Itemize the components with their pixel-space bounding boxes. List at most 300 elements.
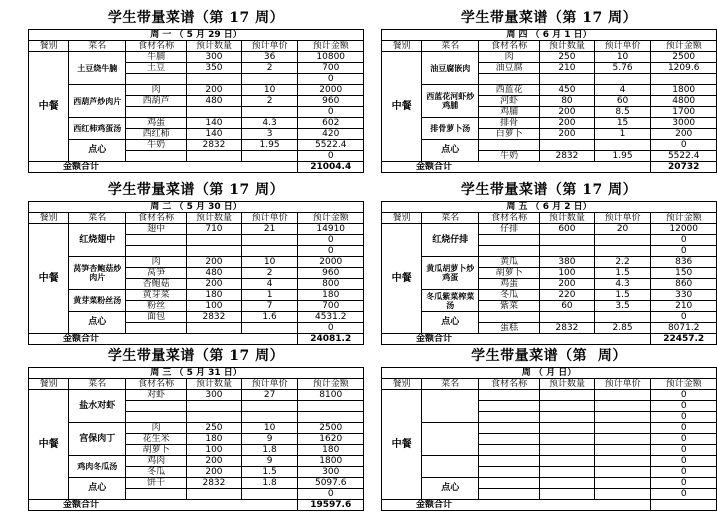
menu-table [381, 29, 717, 173]
table-row [382, 390, 717, 401]
planned-amount: 860 [651, 279, 717, 290]
planned-amount: 2500 [298, 423, 364, 434]
total-amount: 22457.2 [651, 334, 717, 345]
dish-name: 莴笋杏鲍菇炒肉片 [69, 257, 126, 290]
dish-name: 油豆腐嵌肉 [422, 52, 479, 85]
planned-unit-price: 10 [594, 52, 651, 63]
planned-amount: 800 [298, 279, 364, 290]
planned-quantity [187, 489, 242, 500]
table-row [382, 456, 717, 467]
column-header: 预计单价 [241, 379, 298, 390]
ingredient-name: 对虾 [126, 390, 187, 401]
planned-unit-price [241, 412, 298, 423]
table-row [382, 52, 717, 63]
column-header: 菜名 [422, 41, 479, 52]
ingredient-name: 西红柿 [126, 129, 187, 140]
planned-quantity: 60 [540, 301, 595, 312]
ingredient-name: 鸡脯 [479, 107, 540, 118]
menu-title: 学生带量菜谱（第 17 周） [460, 182, 638, 198]
ingredient-name [126, 246, 187, 257]
planned-unit-price: 2 [241, 268, 298, 279]
planned-quantity: 140 [187, 129, 242, 140]
planned-unit-price [241, 323, 298, 334]
planned-quantity: 2832 [187, 140, 242, 151]
planned-unit-price [594, 467, 651, 478]
planned-amount [298, 412, 364, 423]
planned-quantity [540, 246, 595, 257]
ingredient-name: 莴笋 [126, 268, 187, 279]
column-header: 预计金额 [298, 379, 364, 390]
ingredient-name: 牛奶 [479, 151, 540, 162]
planned-unit-price: 10 [241, 85, 298, 96]
planned-quantity: 200 [187, 257, 242, 268]
planned-unit-price: 1.5 [594, 268, 651, 279]
total-label: 金额合计 [29, 162, 298, 173]
column-header: 预计金额 [651, 41, 717, 52]
ingredient-name: 肉 [479, 52, 540, 63]
ingredient-name [479, 401, 540, 412]
planned-quantity [540, 467, 595, 478]
planned-quantity: 710 [187, 224, 242, 235]
planned-quantity: 200 [187, 279, 242, 290]
planned-unit-price: 2 [241, 96, 298, 107]
menu-block [381, 180, 717, 345]
ingredient-name [126, 235, 187, 246]
ingredient-name: 翅中 [126, 224, 187, 235]
planned-quantity [540, 445, 595, 456]
column-header: 餐别 [382, 213, 422, 224]
planned-unit-price: 4.3 [241, 118, 298, 129]
planned-unit-price [594, 456, 651, 467]
planned-unit-price: 36 [241, 52, 298, 63]
planned-unit-price: 9 [241, 456, 298, 467]
dish-name: 宫保肉丁 [69, 423, 126, 456]
planned-quantity: 300 [187, 52, 242, 63]
planned-quantity: 200 [187, 456, 242, 467]
column-header: 预计数量 [187, 379, 242, 390]
ingredient-name: 黄瓜 [479, 257, 540, 268]
planned-unit-price: 2.2 [594, 257, 651, 268]
planned-quantity [540, 423, 595, 434]
column-header: 预计单价 [241, 213, 298, 224]
planned-unit-price: 8.5 [594, 107, 651, 118]
planned-unit-price: 3 [241, 129, 298, 140]
planned-quantity [540, 401, 595, 412]
planned-quantity [540, 456, 595, 467]
day-row [382, 30, 717, 41]
ingredient-name [126, 107, 187, 118]
planned-amount: 0 [651, 246, 717, 257]
planned-quantity: 100 [187, 301, 242, 312]
header-row [29, 379, 364, 390]
ingredient-name: 排骨 [479, 118, 540, 129]
dish-name: 冬瓜紫菜榨菜汤 [422, 290, 479, 312]
meal-label: 中餐 [29, 52, 69, 162]
day-row [382, 202, 717, 213]
planned-amount: 0 [651, 489, 717, 500]
planned-amount: 210 [651, 301, 717, 312]
ingredient-name [126, 489, 187, 500]
column-header: 餐别 [382, 41, 422, 52]
ingredient-name: 冬瓜 [479, 290, 540, 301]
ingredient-name [126, 151, 187, 162]
ingredient-name [479, 140, 540, 151]
day-label: 周 五 （ 6 月 2 日） [382, 202, 717, 213]
ingredient-name: 肉 [126, 423, 187, 434]
ingredient-name: 河虾 [479, 96, 540, 107]
column-header: 食材名称 [126, 379, 187, 390]
planned-quantity: 100 [187, 445, 242, 456]
planned-amount: 0 [298, 235, 364, 246]
dish-name: 鸡肉冬瓜汤 [69, 456, 126, 478]
planned-amount: 180 [298, 290, 364, 301]
planned-amount: 10800 [298, 52, 364, 63]
planned-amount [651, 74, 717, 85]
planned-unit-price [594, 423, 651, 434]
header-row [29, 213, 364, 224]
table-row [382, 290, 717, 301]
planned-amount: 0 [651, 401, 717, 412]
ingredient-name [479, 478, 540, 489]
menu-title: 学生带量菜谱（第 17 周） [107, 182, 285, 198]
day-row [29, 202, 364, 213]
planned-unit-price [594, 434, 651, 445]
column-header: 预计金额 [298, 213, 364, 224]
planned-unit-price [241, 151, 298, 162]
day-label: 周 四 （ 6 月 1 日） [382, 30, 717, 41]
planned-quantity: 250 [540, 52, 595, 63]
planned-amount: 8100 [298, 390, 364, 401]
dish-name: 西葫芦炒肉片 [69, 85, 126, 118]
planned-quantity: 300 [187, 390, 242, 401]
planned-quantity [540, 140, 595, 151]
ingredient-name: 胡萝卜 [479, 268, 540, 279]
planned-unit-price [241, 235, 298, 246]
planned-amount: 420 [298, 129, 364, 140]
planned-amount: 0 [298, 323, 364, 334]
planned-amount [298, 401, 364, 412]
table-row [382, 85, 717, 96]
planned-quantity: 200 [540, 279, 595, 290]
planned-unit-price: 1.8 [241, 478, 298, 489]
ingredient-name [479, 456, 540, 467]
day-row [29, 368, 364, 379]
planned-unit-price: 10 [241, 257, 298, 268]
day-row [29, 30, 364, 41]
ingredient-name: 面包 [126, 312, 187, 323]
table-row [29, 257, 364, 268]
planned-amount: 960 [298, 96, 364, 107]
planned-unit-price [241, 74, 298, 85]
table-row [382, 423, 717, 434]
dish-name: 红烧仔排 [422, 224, 479, 257]
table-row [29, 85, 364, 96]
planned-amount: 2000 [298, 257, 364, 268]
total-row [382, 162, 717, 173]
planned-quantity: 350 [187, 63, 242, 74]
planned-quantity: 180 [187, 290, 242, 301]
dish-name: 排骨萝卜汤 [422, 118, 479, 140]
total-row [29, 500, 364, 511]
planned-amount: 0 [651, 467, 717, 478]
menu-title: 学生带量菜谱（第 17 周） [460, 10, 638, 26]
planned-amount: 5097.6 [298, 478, 364, 489]
ingredient-name: 花生米 [126, 434, 187, 445]
planned-unit-price: 1 [594, 129, 651, 140]
planned-amount: 3000 [651, 118, 717, 129]
dish-name: 点心 [69, 478, 126, 500]
column-header: 食材名称 [126, 41, 187, 52]
planned-unit-price: 4 [241, 279, 298, 290]
table-row [382, 478, 717, 489]
column-header: 预计数量 [540, 213, 595, 224]
total-label: 金额合计 [29, 500, 298, 511]
menu-table [381, 201, 717, 345]
planned-unit-price: 1.6 [241, 312, 298, 323]
planned-quantity: 140 [187, 118, 242, 129]
planned-amount: 0 [651, 445, 717, 456]
planned-quantity [540, 489, 595, 500]
total-label: 金额合计 [382, 334, 651, 345]
planned-amount: 330 [651, 290, 717, 301]
ingredient-name: 西蓝花 [479, 85, 540, 96]
planned-unit-price [241, 401, 298, 412]
planned-amount: 836 [651, 257, 717, 268]
planned-unit-price: 1.8 [241, 445, 298, 456]
table-row [382, 312, 717, 323]
planned-unit-price: 9 [241, 434, 298, 445]
planned-unit-price: 27 [241, 390, 298, 401]
table-row [382, 257, 717, 268]
ingredient-name: 杏鲍菇 [126, 279, 187, 290]
total-row [382, 334, 717, 345]
header-row [382, 41, 717, 52]
planned-amount: 2500 [651, 52, 717, 63]
menu-table [28, 29, 364, 173]
planned-quantity: 2832 [187, 478, 242, 489]
ingredient-name: 黄芽菜 [126, 290, 187, 301]
dish-name: 土豆烧牛腩 [69, 52, 126, 85]
planned-amount: 0 [651, 235, 717, 246]
planned-amount: 12000 [651, 224, 717, 235]
ingredient-name: 冬瓜 [126, 467, 187, 478]
ingredient-name [126, 401, 187, 412]
planned-amount: 0 [651, 412, 717, 423]
ingredient-name: 鸡肉 [126, 456, 187, 467]
header-row [382, 379, 717, 390]
total-label: 金额合计 [382, 162, 651, 173]
table-row [29, 140, 364, 151]
table-row [382, 224, 717, 235]
planned-quantity: 200 [187, 85, 242, 96]
planned-quantity: 80 [540, 96, 595, 107]
table-row [382, 140, 717, 151]
planned-amount: 0 [651, 140, 717, 151]
planned-unit-price [241, 107, 298, 118]
ingredient-name [479, 434, 540, 445]
table-row [29, 456, 364, 467]
menu-block [28, 346, 364, 511]
planned-unit-price [594, 312, 651, 323]
total-amount: 20732 [651, 162, 717, 173]
planned-quantity: 380 [540, 257, 595, 268]
ingredient-name: 蛋糕 [479, 323, 540, 334]
meal-label: 中餐 [29, 224, 69, 334]
column-header: 餐别 [29, 41, 69, 52]
total-amount: 19597.6 [298, 500, 364, 511]
day-label: 周 三 （ 5 月 31 日） [29, 368, 364, 379]
planned-amount: 0 [298, 107, 364, 118]
ingredient-name: 鸡蛋 [479, 279, 540, 290]
column-header: 预计金额 [651, 379, 717, 390]
planned-unit-price: 1.95 [594, 151, 651, 162]
meal-label: 中餐 [29, 390, 69, 500]
table-row [29, 52, 364, 63]
column-header: 预计数量 [540, 379, 595, 390]
ingredient-name: 肉 [126, 85, 187, 96]
planned-unit-price [594, 412, 651, 423]
menu-block [28, 8, 364, 173]
ingredient-name: 鸡蛋 [126, 118, 187, 129]
total-row [29, 334, 364, 345]
ingredient-name [479, 312, 540, 323]
planned-unit-price [594, 246, 651, 257]
planned-unit-price: 1.5 [594, 290, 651, 301]
column-header: 预计单价 [594, 379, 651, 390]
planned-amount: 200 [651, 129, 717, 140]
planned-quantity: 200 [187, 467, 242, 478]
ingredient-name: 肉 [126, 257, 187, 268]
menu-table [381, 367, 717, 511]
planned-unit-price [594, 74, 651, 85]
menu-table [28, 367, 364, 511]
planned-quantity: 2832 [187, 312, 242, 323]
planned-amount: 180 [298, 445, 364, 456]
day-label: 周 （ 月 日） [382, 368, 717, 379]
planned-amount: 5522.4 [651, 151, 717, 162]
column-header: 预计单价 [594, 41, 651, 52]
total-amount: 24081.2 [298, 334, 364, 345]
planned-amount: 1800 [298, 456, 364, 467]
planned-quantity [187, 246, 242, 257]
dish-name: 黄瓜胡萝卜炒鸡蛋 [422, 257, 479, 290]
menu-block [28, 180, 364, 345]
planned-amount: 602 [298, 118, 364, 129]
planned-unit-price: 21 [241, 224, 298, 235]
planned-unit-price [594, 401, 651, 412]
column-header: 预计单价 [241, 41, 298, 52]
planned-quantity: 250 [187, 423, 242, 434]
planned-amount: 300 [298, 467, 364, 478]
column-header: 餐别 [29, 213, 69, 224]
planned-amount: 1209.6 [651, 63, 717, 74]
ingredient-name: 白萝卜 [479, 129, 540, 140]
total-label: 金额合计 [29, 334, 298, 345]
column-header: 预计金额 [298, 41, 364, 52]
total-amount: 21004.4 [298, 162, 364, 173]
table-row [29, 290, 364, 301]
planned-unit-price [241, 246, 298, 257]
ingredient-name: 西葫芦 [126, 96, 187, 107]
planned-quantity [540, 434, 595, 445]
table-row [29, 118, 364, 129]
total-amount [651, 500, 717, 511]
dish-name: 黄芽菜粉丝汤 [69, 290, 126, 312]
ingredient-name: 油豆腐 [479, 63, 540, 74]
planned-amount: 700 [298, 63, 364, 74]
total-label: 金额合计 [382, 500, 651, 511]
planned-amount: 8071.2 [651, 323, 717, 334]
ingredient-name [479, 390, 540, 401]
column-header: 食材名称 [479, 379, 540, 390]
planned-unit-price: 1.95 [241, 140, 298, 151]
dish-name [422, 456, 479, 478]
planned-unit-price: 10 [241, 423, 298, 434]
column-header: 菜名 [69, 41, 126, 52]
planned-quantity [187, 107, 242, 118]
planned-unit-price [594, 390, 651, 401]
planned-quantity: 180 [187, 434, 242, 445]
dish-name: 红烧翅中 [69, 224, 126, 257]
planned-unit-price [241, 489, 298, 500]
planned-quantity: 480 [187, 268, 242, 279]
column-header: 食材名称 [126, 213, 187, 224]
dish-name [422, 390, 479, 423]
meal-label: 中餐 [382, 390, 422, 500]
planned-quantity [187, 401, 242, 412]
planned-quantity [187, 151, 242, 162]
ingredient-name [479, 412, 540, 423]
dish-name: 盐水对虾 [69, 390, 126, 423]
ingredient-name [479, 489, 540, 500]
planned-quantity: 200 [540, 107, 595, 118]
planned-amount: 0 [298, 74, 364, 85]
planned-amount: 2000 [298, 85, 364, 96]
planned-quantity [540, 412, 595, 423]
table-row [29, 390, 364, 401]
planned-unit-price: 1 [241, 290, 298, 301]
column-header: 预计数量 [187, 213, 242, 224]
planned-quantity [540, 478, 595, 489]
planned-amount: 960 [298, 268, 364, 279]
ingredient-name [126, 74, 187, 85]
day-row [382, 368, 717, 379]
ingredient-name [479, 235, 540, 246]
dish-name: 点心 [422, 312, 479, 334]
header-row [29, 41, 364, 52]
column-header: 餐别 [382, 379, 422, 390]
column-header: 菜名 [422, 213, 479, 224]
planned-amount: 1700 [651, 107, 717, 118]
column-header: 食材名称 [479, 41, 540, 52]
planned-unit-price: 60 [594, 96, 651, 107]
total-row [29, 162, 364, 173]
planned-amount: 150 [651, 268, 717, 279]
ingredient-name [479, 246, 540, 257]
column-header: 预计数量 [540, 41, 595, 52]
planned-quantity: 200 [540, 118, 595, 129]
ingredient-name [479, 74, 540, 85]
ingredient-name: 仔排 [479, 224, 540, 235]
column-header: 菜名 [69, 213, 126, 224]
planned-unit-price [594, 140, 651, 151]
header-row [382, 213, 717, 224]
planned-unit-price: 4 [594, 85, 651, 96]
planned-unit-price: 7 [241, 301, 298, 312]
ingredient-name: 粉丝 [126, 301, 187, 312]
planned-amount: 0 [651, 312, 717, 323]
ingredient-name [479, 467, 540, 478]
